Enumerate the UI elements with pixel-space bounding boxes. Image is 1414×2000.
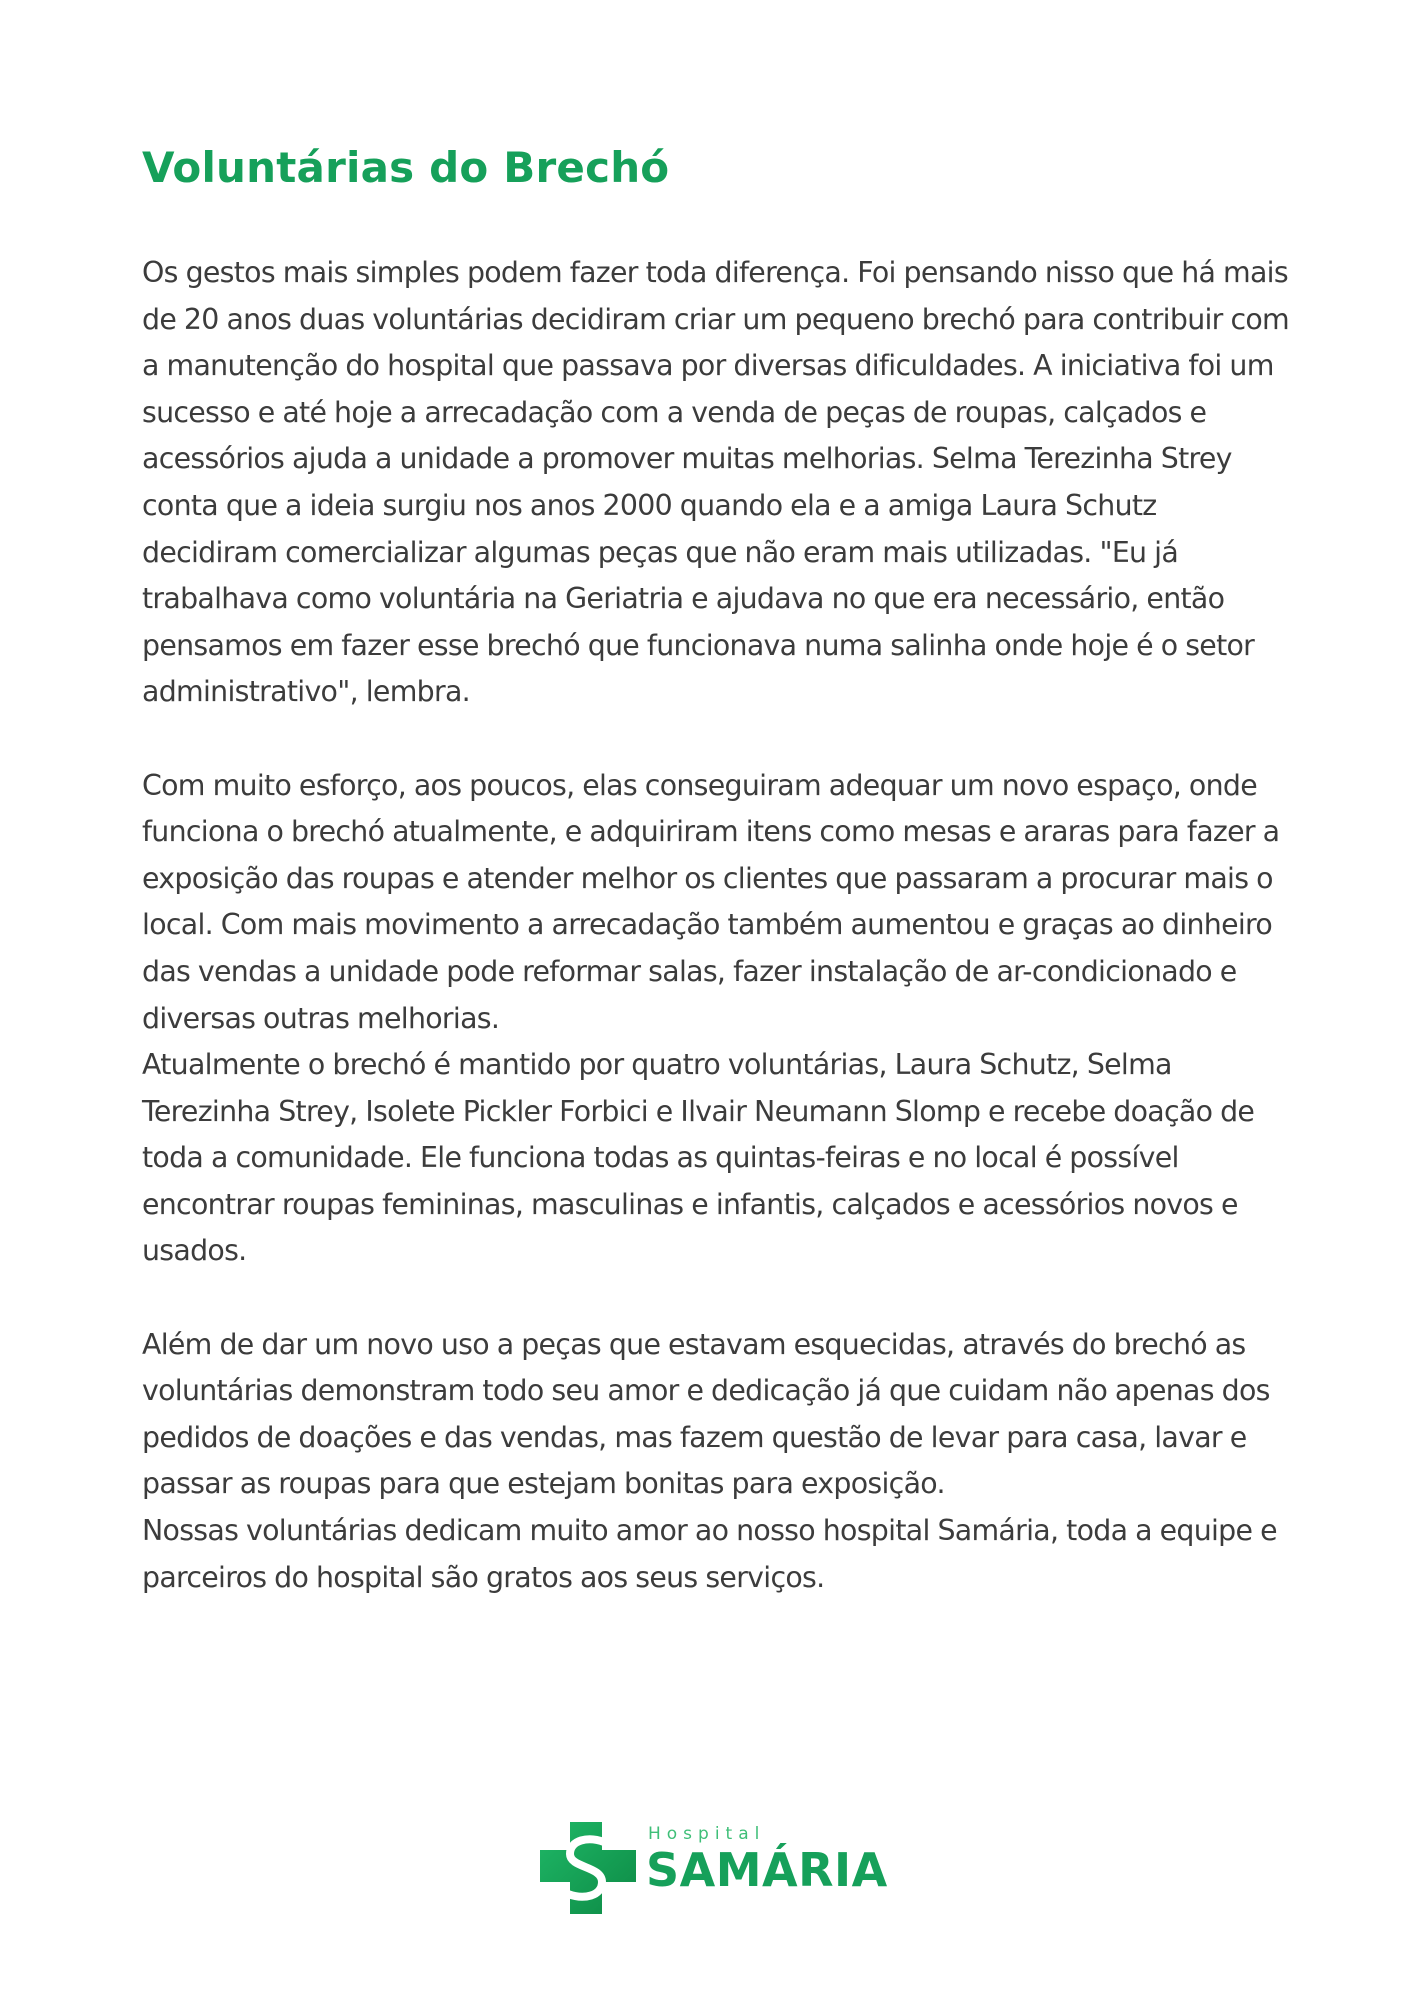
article-title: Voluntárias do Brechó (142, 143, 670, 192)
article-body (142, 250, 1292, 1601)
article-paragraph-1: Os gestos mais simples podem fazer toda diferença. Foi pensando nisso que há mais de 20 anos duas voluntárias decidiram criar um pequeno brechó para contribuir com a manutenção do hospital que passava por diversas dificuldades. A iniciativa foi um sucesso e até hoje a arrecadação com a venda de peças de roupas, calçados e acessórios ajuda a unidade a promover muitas melhorias. Selma Terezinha Strey conta que a ideia surgiu nos anos 2000 quando ela e a amiga Laura Schutz decidiram comercializar algumas peças que não eram mais utilizadas. "Eu já trabalhava como voluntária na Geriatria e ajudava no que era necessário, então pensamos em fazer esse brechó que funcionava numa salinha onde hoje é o setor administrativo", lembra. (142, 256, 1290, 709)
logo-subtitle: Hospital (648, 1824, 766, 1844)
article-paragraph-4: Além de dar um novo uso a peças que estavam esquecidas, através do brechó as voluntárias demonstram todo seu amor e dedicação já que cuidam não apenas dos pedidos de doações e das vendas, mas fazem questão de levar para casa, lavar e passar as roupas para que estejam bonitas para exposição. (142, 1327, 1270, 1501)
article-paragraph-2: Com muito esforço, aos poucos, elas conseguiram adequar um novo espaço, onde funciona o brechó atualmente, e adquiriram itens como mesas e araras para fazer a exposição das roupas e atender melhor os clientes que passaram a procurar mais o local. Com mais movimento a arrecadação também aumentou e graças ao dinheiro das vendas a unidade pode reformar salas, fazer instalação de ar-condicionado e diversas outras melhorias. (142, 768, 1280, 1035)
hospital-samaria-logo (540, 1818, 888, 1914)
article-paragraph-5: Nossas voluntárias dedicam muito amor ao nosso hospital Samária, toda a equipe e parceiros do hospital são gratos aos seus serviços. (142, 1514, 1277, 1594)
article-paragraph-3: Atualmente o brechó é mantido por quatro voluntárias, Laura Schutz, Selma Terezinha Strey, Isolete Pickler Forbici e Ilvair Neumann Slomp e recebe doação de toda a comunidade. Ele funciona todas as quintas-feiras e no local é possível encontrar roupas femininas, masculinas e infantis, calçados e acessórios novos e usados. (142, 1048, 1255, 1268)
green-cross-s-icon (540, 1822, 636, 1914)
logo-name: SAMÁRIA (646, 1843, 888, 1897)
article (142, 140, 1292, 1601)
